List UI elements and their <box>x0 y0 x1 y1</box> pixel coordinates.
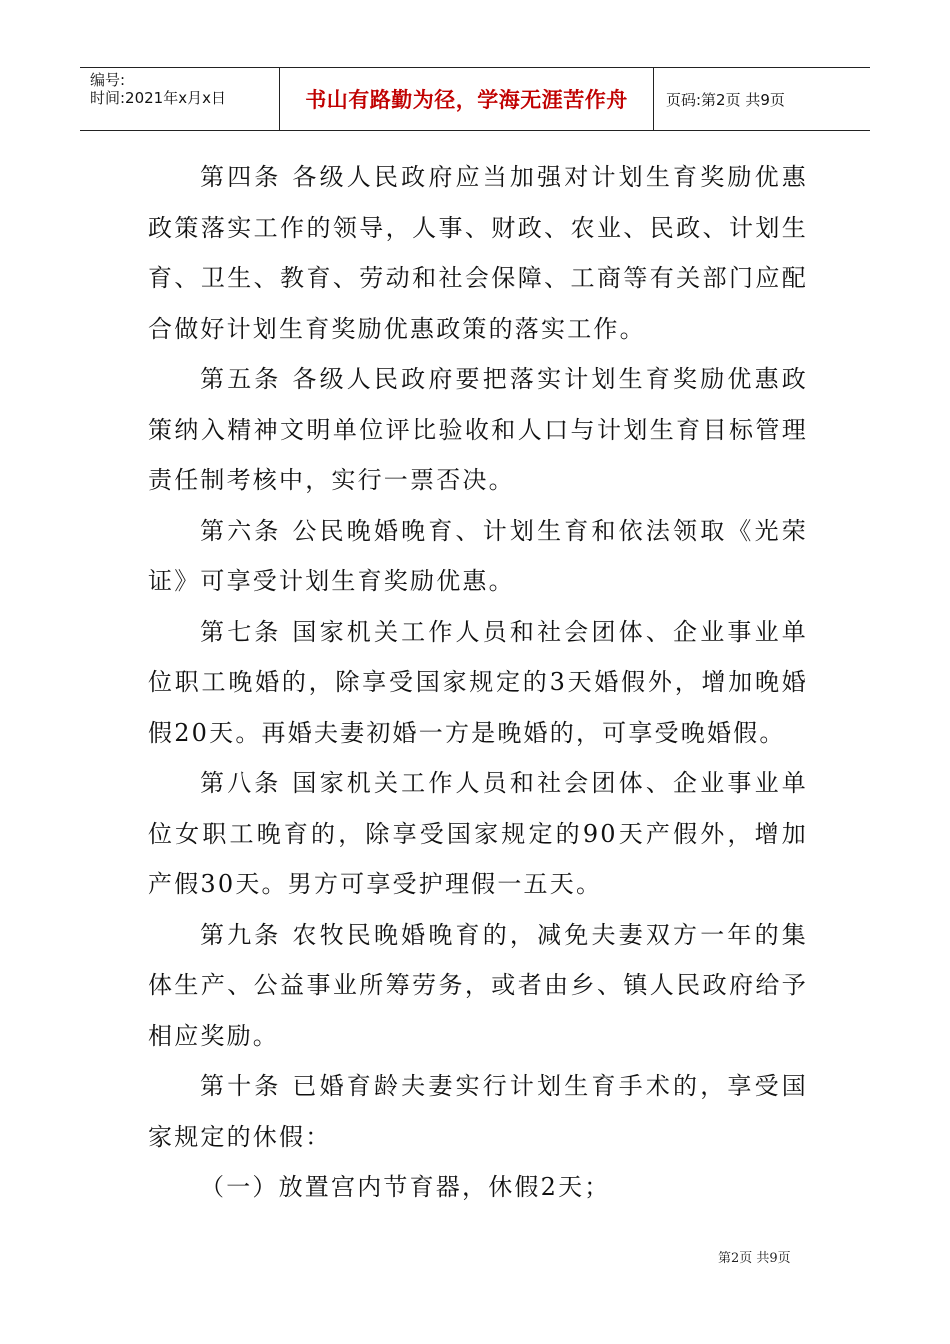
paragraph-article-9: 第九条 农牧民晚婚晚育的，减免夫妻双方一年的集体生产、公益事业所筹劳务，或者由乡、镇人民政府给予相应奖励。 <box>148 920 808 1050</box>
document-header <box>80 67 870 131</box>
header-page-info: 页码:第2页 共9页 <box>666 90 785 109</box>
paragraph-article-10: 第十条 已婚育龄夫妻实行计划生育手术的，享受国家规定的休假： <box>148 1072 808 1151</box>
paragraph-article-7: 第七条 国家机关工作人员和社会团体、企业事业单位职工晚婚的，除享受国家规定的3天婚假外，增加晚婚假20天。再婚夫妻初婚一方是晚婚的，可享受晚婚假。 <box>148 617 808 747</box>
paragraph-article-8: 第八条 国家机关工作人员和社会团体、企业事业单位女职工晚育的，除享受国家规定的90天产假外，增加产假30天。男方可享受护理假一五天。 <box>148 769 808 898</box>
document-date: 时间:2021年x月x日 <box>90 89 226 107</box>
paragraph-article-5: 第五条 各级人民政府要把落实计划生育奖励优惠政策纳入精神文明单位评比验收和人口与计划生育目标管理责任制考核中，实行一票否决。 <box>148 365 808 494</box>
paragraph-item-1: （一）放置宫内节育器，休假2天； <box>200 1173 611 1201</box>
paragraph-article-6: 第六条 公民晚婚晚育、计划生育和依法领取《光荣证》可享受计划生育奖励优惠。 <box>148 516 808 595</box>
document-body <box>148 152 808 1213</box>
document-number-label: 编号: <box>90 71 126 89</box>
page-footer: 第2页 共9页 <box>718 1251 791 1266</box>
paragraph-article-4: 第四条 各级人民政府应当加强对计划生育奖励优惠政策落实工作的领导，人事、财政、农业、民政、计划生育、卫生、教育、劳动和社会保障、工商等有关部门应配合做好计划生育奖励优惠政策的落实工作。 <box>148 163 808 343</box>
header-motto: 书山有路勤为径，学海无涯苦作舟 <box>280 68 654 130</box>
header-meta <box>80 68 280 130</box>
